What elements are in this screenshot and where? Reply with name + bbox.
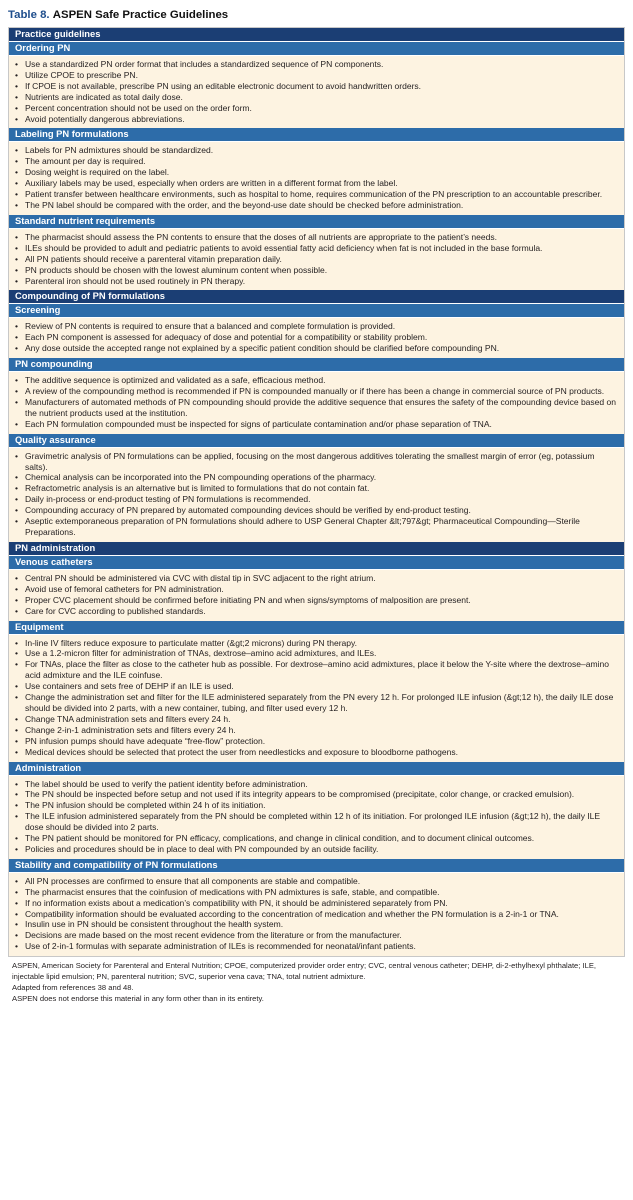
section-heading: Stability and compatibility of PN formulations: [9, 859, 624, 873]
guideline-text: Care for CVC according to published standards.: [25, 605, 206, 616]
guideline-text: Chemical analysis can be incorporated into the PN compounding operations of the pharmacy.: [25, 472, 377, 483]
guideline-item: [15, 81, 618, 92]
guideline-text: Labels for PN admixtures should be standardized.: [25, 145, 214, 156]
guideline-text: The PN should be inspected before setup and not used if its integrity appears to be compromised (precipitate, color change, or cracked emulsion).: [25, 789, 575, 800]
guideline-item: [15, 638, 618, 649]
guideline-text: The PN infusion should be completed within 24 h of its initiation.: [25, 800, 266, 811]
guideline-list: [9, 873, 624, 956]
guideline-item: [15, 59, 618, 70]
guideline-item: [15, 930, 618, 941]
table-title: [8, 0, 625, 27]
guideline-text: The PN label should be compared with the order, and the beyond-use date should be checked before administration.: [25, 199, 464, 210]
guideline-list: [9, 229, 624, 291]
guideline-text: The additive sequence is optimized and validated as a safe, efficacious method.: [25, 375, 326, 386]
guideline-item: [15, 844, 618, 855]
guideline-item: [15, 145, 618, 156]
bullet-icon: •: [15, 724, 18, 735]
guideline-text: For TNAs, place the filter as close to the catheter hub as possible. For dextrose–amino acid admixtures, place it below the Y-site where the dextrose–amino acid admixture and the ILE coinfuse.: [25, 659, 609, 681]
bullet-icon: •: [15, 637, 18, 648]
bullet-icon: •: [15, 450, 18, 461]
bullet-icon: •: [15, 102, 18, 113]
guideline-list: [9, 448, 624, 542]
guideline-item: [15, 909, 618, 920]
bullet-icon: •: [15, 886, 18, 897]
guideline-item: [15, 941, 618, 952]
guideline-item: [15, 681, 618, 692]
section-heading: Administration: [9, 762, 624, 776]
bullet-icon: •: [15, 713, 18, 724]
guideline-item: [15, 692, 618, 714]
guideline-item: [15, 516, 618, 538]
bullet-icon: •: [15, 516, 18, 527]
guideline-text: If no information exists about a medication’s compatibility with PN, it should be administered separately from PN.: [25, 897, 448, 908]
bullet-icon: •: [15, 418, 18, 429]
bullet-icon: •: [15, 811, 18, 822]
bullet-icon: •: [15, 178, 18, 189]
guideline-item: [15, 714, 618, 725]
bullet-icon: •: [15, 113, 18, 124]
guideline-text: Any dose outside the accepted range not explained by a specific patient condition should be clarified before compounding PN.: [25, 343, 500, 354]
guideline-text: Medical devices should be selected that protect the user from needlesticks and exposure to bloodborne pathogens.: [25, 746, 458, 757]
guideline-item: [15, 343, 618, 354]
guideline-text: Review of PN contents is required to ensure that a balanced and complete formulation is provided.: [25, 321, 396, 332]
guideline-list: [9, 776, 624, 859]
bullet-icon: •: [15, 941, 18, 952]
bullet-icon: •: [15, 332, 18, 343]
section-heading: Screening: [9, 304, 624, 318]
table-name: ASPEN Safe Practice Guidelines: [52, 9, 229, 21]
bullet-icon: •: [15, 833, 18, 844]
section-heading: PN compounding: [9, 358, 624, 372]
guideline-text: Change TNA administration sets and filters every 24 h.: [25, 713, 231, 724]
footnote: ASPEN, American Society for Parenteral and Enteral Nutrition; CPOE, computerized provider order entry; CVC, central venous catheter; DEHP, di-2-ethylhexyl phthalate; ILE, injectable lipid emulsion; PN, parenteral nutrition; SVC, superior vena cava; TNA, total nutrient admixture.: [12, 961, 597, 981]
guideline-item: [15, 584, 618, 595]
section-heading: Standard nutrient requirements: [9, 215, 624, 229]
guideline-text: Avoid use of femoral catheters for PN administration.: [25, 583, 224, 594]
guideline-text: The PN patient should be monitored for PN efficacy, complications, and change in clinical condition, and to document clinical outcomes.: [25, 833, 535, 844]
guideline-item: [15, 276, 618, 287]
table-header: Practice guidelines: [9, 28, 624, 42]
bullet-icon: •: [15, 59, 18, 69]
guidelines-table: [8, 0, 625, 1005]
bullet-icon: •: [15, 583, 18, 594]
guideline-item: [15, 167, 618, 178]
guideline-text: Manufacturers of automated methods of PN compounding should provide the additive sequence that ensures the safety of the compounding device based on the nutrient products used at the institution.: [25, 396, 616, 418]
guideline-text: In-line IV filters reduce exposure to particulate matter (&gt;2 microns) during PN therapy.: [25, 637, 357, 648]
bullet-icon: •: [15, 692, 18, 703]
guideline-text: The label should be used to verify the patient identity before administration.: [25, 778, 308, 789]
table-footnotes: [8, 957, 625, 1005]
guideline-text: A review of the compounding method is recommended if PN is compounded manually or if there has been a change in commercial source of PN products.: [25, 386, 605, 397]
guideline-text: Daily in-process or end-product testing of PN formulations is recommended.: [25, 494, 311, 505]
guideline-text: Policies and procedures should be in place to deal with PN compounded by an outside facility.: [25, 843, 379, 854]
guideline-item: [15, 648, 618, 659]
guideline-item: [15, 595, 618, 606]
guideline-text: Insulin use in PN should be consistent throughout the health system.: [25, 919, 284, 930]
bullet-icon: •: [15, 875, 18, 886]
bullet-icon: •: [15, 778, 18, 789]
section-heading: Venous catheters: [9, 556, 624, 570]
guideline-item: [15, 451, 618, 473]
bullet-icon: •: [15, 659, 18, 670]
guideline-text: The pharmacist ensures that the coinfusion of medications with PN admixtures is safe, stable, and compatible.: [25, 886, 440, 897]
guideline-item: [15, 887, 618, 898]
guideline-item: [15, 70, 618, 81]
guideline-item: [15, 659, 618, 681]
guideline-text: Change the administration set and filter for the ILE administered separately from the PN every 12 h. For prolonged ILE infusion (&gt;12 h), the daily ILE dose should be divided into 2 parts, with a new container, tubing, and filter used every 12 h.: [25, 692, 614, 713]
guideline-text: ILEs should be provided to adult and pediatric patients to avoid essential fatty acid deficiency when fat is not included in the base formula.: [25, 242, 543, 253]
guideline-text: Avoid potentially dangerous abbreviations.: [25, 113, 185, 124]
bullet-icon: •: [15, 156, 18, 167]
guideline-list: [9, 318, 624, 358]
guideline-list: [9, 570, 624, 621]
major-section-heading: Compounding of PN formulations: [9, 290, 624, 304]
guideline-text: Compounding accuracy of PN prepared by automated compounding devices should be verified by end-product testing.: [25, 505, 471, 516]
bullet-icon: •: [15, 843, 18, 854]
guideline-item: [15, 200, 618, 211]
guideline-text: Use a standardized PN order format that includes a standardized sequence of PN components.: [25, 59, 384, 69]
guideline-list: [9, 635, 624, 762]
guideline-item: [15, 833, 618, 844]
guideline-item: [15, 736, 618, 747]
guideline-item: [15, 483, 618, 494]
guideline-text: Use containers and sets free of DEHP if an ILE is used.: [25, 681, 234, 692]
bullet-icon: •: [15, 396, 18, 407]
guideline-item: [15, 243, 618, 254]
guideline-item: [15, 265, 618, 276]
footnote: ASPEN does not endorse this material in any form other than in its entirety.: [12, 994, 264, 1004]
guideline-item: [15, 419, 618, 430]
bullet-icon: •: [15, 930, 18, 941]
guideline-text: Each PN formulation compounded must be inspected for signs of particulate contamination and/or phase separation of TNA.: [25, 418, 492, 429]
guideline-item: [15, 494, 618, 505]
guideline-text: Gravimetric analysis of PN formulations can be applied, focusing on the most dangerous additives tolerating the smallest margin of error (eg, potassium salts).: [25, 450, 595, 472]
bullet-icon: •: [15, 605, 18, 616]
guideline-item: [15, 321, 618, 332]
bullet-icon: •: [15, 145, 18, 156]
bullet-icon: •: [15, 275, 18, 286]
bullet-icon: •: [15, 789, 18, 800]
guideline-text: All PN processes are confirmed to ensure that all components are stable and compatible.: [25, 875, 361, 886]
guideline-text: Compatibility information should be evaluated according to the concentration of medication and whether the PN formulation is a 2-in-1 or TNA.: [25, 908, 559, 919]
guideline-item: [15, 606, 618, 617]
guideline-item: [15, 156, 618, 167]
guideline-item: [15, 397, 618, 419]
guideline-text: PN infusion pumps should have adequate “free-flow” protection.: [25, 735, 266, 746]
guideline-item: [15, 789, 618, 800]
guideline-text: Change 2-in-1 administration sets and filters every 24 h.: [25, 724, 236, 735]
guideline-item: [15, 919, 618, 930]
bullet-icon: •: [15, 746, 18, 757]
bullet-icon: •: [15, 483, 18, 494]
guideline-item: [15, 811, 618, 833]
bullet-icon: •: [15, 199, 18, 210]
guideline-text: Dosing weight is required on the label.: [25, 167, 170, 178]
bullet-icon: •: [15, 231, 18, 242]
guideline-item: [15, 332, 618, 343]
footnote: Adapted from references 38 and 48.: [12, 983, 134, 992]
guideline-text: Aseptic extemporaneous preparation of PN formulations should adhere to USP General Chapter &lt;797&gt; Pharmaceutical Compounding—Sterile Preparations.: [25, 516, 580, 537]
bullet-icon: •: [15, 472, 18, 483]
bullet-icon: •: [15, 897, 18, 908]
bullet-icon: •: [15, 321, 18, 332]
guideline-text: Use of 2-in-1 formulas with separate administration of ILEs is recommended for neonatal/infant patients.: [25, 941, 416, 952]
bullet-icon: •: [15, 69, 18, 80]
guideline-list: [9, 56, 624, 128]
bullet-icon: •: [15, 908, 18, 919]
guideline-text: All PN patients should receive a parenteral vitamin preparation daily.: [25, 253, 282, 264]
section-heading: Ordering PN: [9, 42, 624, 56]
guideline-text: Each PN component is assessed for adequacy of dose and potential for a compatibility or stability problem.: [25, 332, 428, 343]
guideline-item: [15, 876, 618, 887]
section-heading: Labeling PN formulations: [9, 128, 624, 142]
guideline-text: Decisions are made based on the most recent evidence from the literature or from the manufacturer.: [25, 930, 402, 941]
guideline-text: Percent concentration should not be used on the order form.: [25, 102, 252, 113]
bullet-icon: •: [15, 735, 18, 746]
guideline-item: [15, 573, 618, 584]
guideline-text: Utilize CPOE to prescribe PN.: [25, 69, 138, 80]
guideline-text: Use a 1.2-micron filter for administration of TNAs, dextrose–amino acid admixtures, and ILEs.: [25, 648, 377, 659]
guideline-list: [9, 372, 624, 434]
guideline-item: [15, 114, 618, 125]
guideline-text: Central PN should be administered via CVC with distal tip in SVC adjacent to the right atrium.: [25, 572, 376, 583]
guideline-text: The pharmacist should assess the PN contents to ensure that the doses of all nutrients are appropriate to the patient’s needs.: [25, 231, 497, 242]
guideline-text: The ILE infusion administered separately from the PN should be completed within 12 h of its initiation. For prolonged ILE infusion (&gt;12 h), the daily ILE dose should be divided into 2 parts.: [25, 811, 601, 833]
guideline-item: [15, 254, 618, 265]
major-section-heading: PN administration: [9, 542, 624, 556]
section-heading: Quality assurance: [9, 434, 624, 448]
table-body: [8, 27, 625, 957]
guideline-text: Parenteral iron should not be used routinely in PN therapy.: [25, 275, 246, 286]
guideline-item: [15, 232, 618, 243]
guideline-item: [15, 747, 618, 758]
table-number: Table 8.: [8, 9, 50, 21]
bullet-icon: •: [15, 594, 18, 605]
bullet-icon: •: [15, 91, 18, 102]
bullet-icon: •: [15, 494, 18, 505]
bullet-icon: •: [15, 264, 18, 275]
bullet-icon: •: [15, 919, 18, 930]
guideline-text: The amount per day is required.: [25, 156, 146, 167]
guideline-text: Patient transfer between healthcare environments, such as hospital to home, requires communication of the PN prescription to an accountable prescriber.: [25, 189, 603, 200]
guideline-item: [15, 898, 618, 909]
bullet-icon: •: [15, 375, 18, 386]
bullet-icon: •: [15, 648, 18, 659]
bullet-icon: •: [15, 167, 18, 178]
guideline-item: [15, 800, 618, 811]
bullet-icon: •: [15, 189, 18, 200]
bullet-icon: •: [15, 242, 18, 253]
guideline-item: [15, 386, 618, 397]
bullet-icon: •: [15, 800, 18, 811]
guideline-item: [15, 505, 618, 516]
section-heading: Equipment: [9, 621, 624, 635]
bullet-icon: •: [15, 572, 18, 583]
guideline-text: Proper CVC placement should be confirmed before initiating PN and when signs/symptoms of malposition are present.: [25, 594, 471, 605]
bullet-icon: •: [15, 681, 18, 692]
guideline-text: Auxiliary labels may be used, especially when orders are written in a different format from the label.: [25, 178, 398, 189]
guideline-list: [9, 142, 624, 214]
guideline-item: [15, 178, 618, 189]
bullet-icon: •: [15, 80, 18, 91]
guideline-item: [15, 189, 618, 200]
guideline-text: PN products should be chosen with the lowest aluminum content when possible.: [25, 264, 328, 275]
guideline-item: [15, 103, 618, 114]
guideline-item: [15, 472, 618, 483]
guideline-item: [15, 779, 618, 790]
guideline-text: If CPOE is not available, prescribe PN using an editable electronic document to avoid handwritten orders.: [25, 80, 422, 91]
guideline-text: Nutrients are indicated as total daily dose.: [25, 91, 183, 102]
bullet-icon: •: [15, 253, 18, 264]
bullet-icon: •: [15, 505, 18, 516]
bullet-icon: •: [15, 386, 18, 397]
guideline-item: [15, 725, 618, 736]
guideline-item: [15, 92, 618, 103]
guideline-text: Refractometric analysis is an alternative but is limited to formulations that do not contain fat.: [25, 483, 370, 494]
bullet-icon: •: [15, 343, 18, 354]
guideline-item: [15, 375, 618, 386]
